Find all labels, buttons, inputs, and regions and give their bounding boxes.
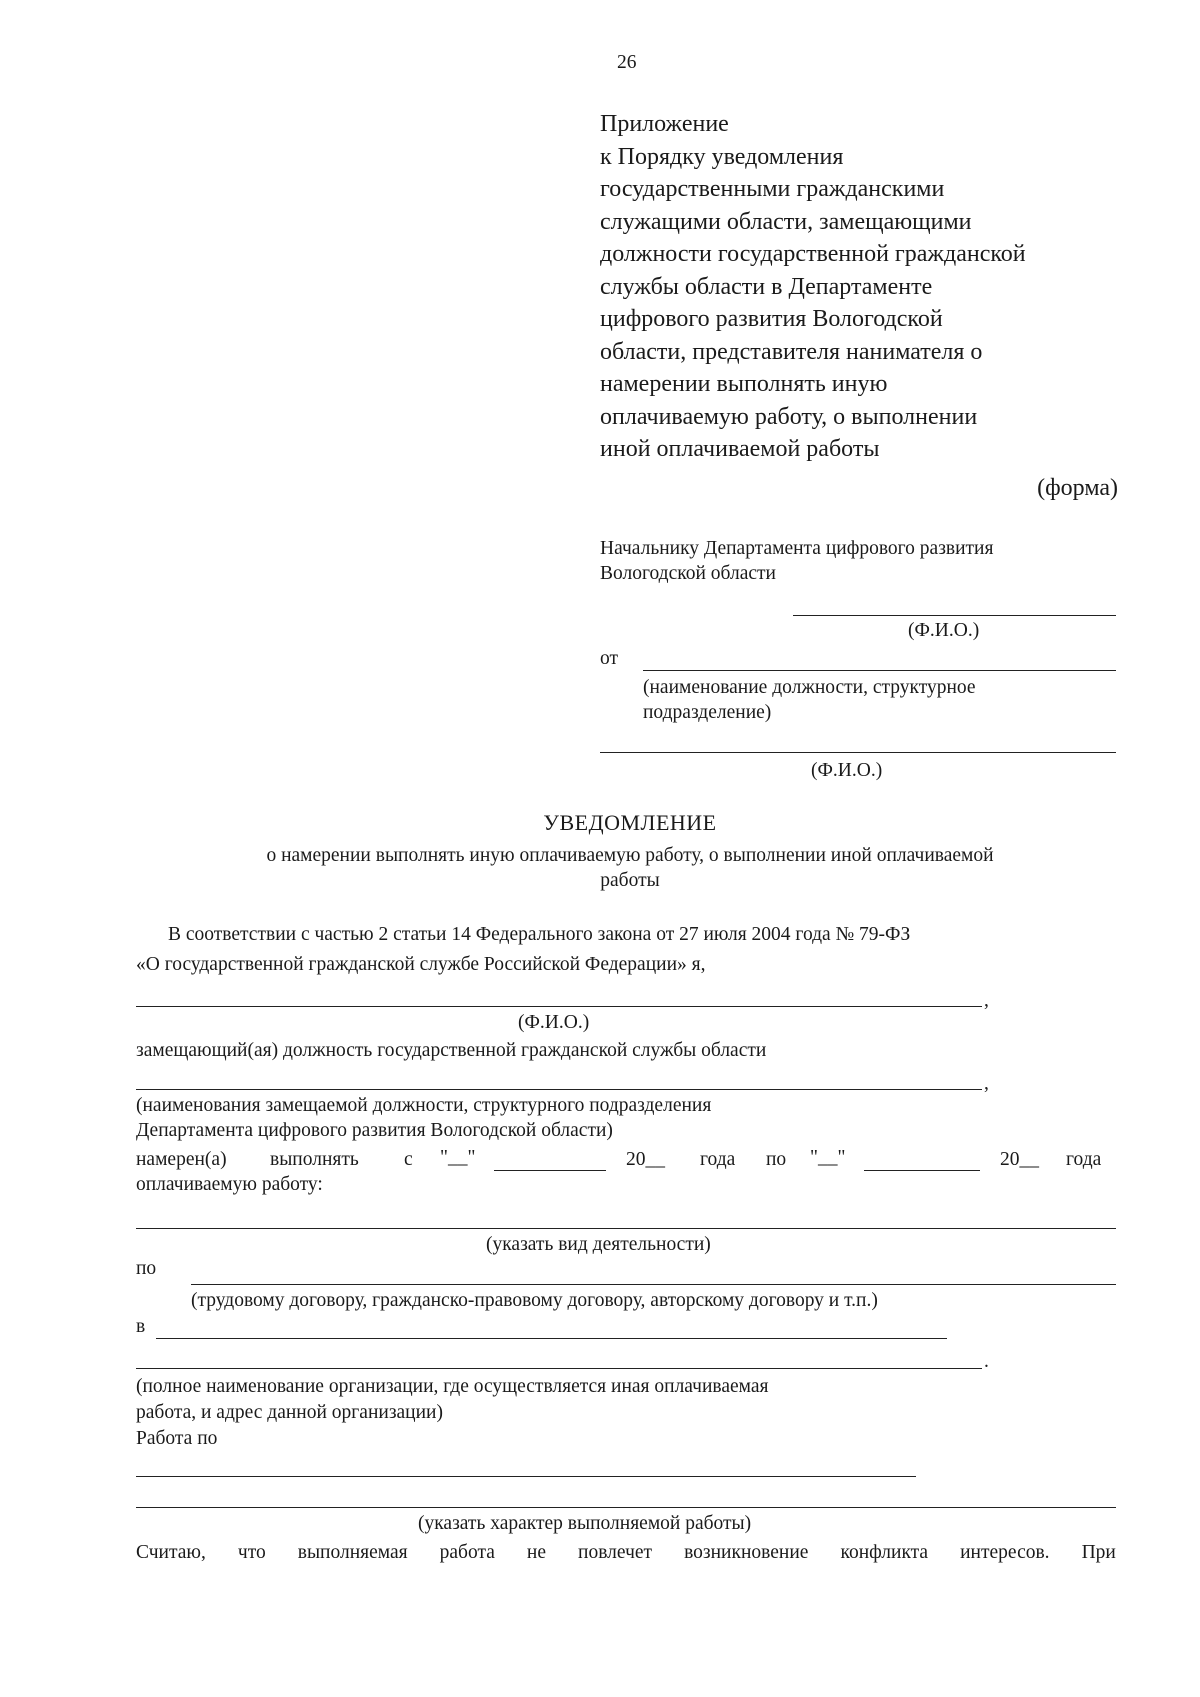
appendix-line: Приложение — [600, 111, 729, 137]
last-line — [136, 1542, 1116, 1564]
last-line-word: выполняемая — [297, 1542, 408, 1563]
document-subtitle: о намерении выполнять иную оплачиваемую работу, о выполнении иной оплачиваемой — [266, 845, 994, 866]
appendix-line: служащими области, замещающими — [600, 208, 972, 235]
fio-caption: (Ф.И.О.) — [908, 620, 980, 641]
appendix-line: службы области в Департаменте — [600, 273, 933, 300]
last-line-word: что — [237, 1542, 266, 1563]
position-caption: Департамента цифрового развития Вологодской области) — [136, 1120, 613, 1141]
last-line-word: интересов. — [960, 1542, 1050, 1563]
intend-word: намерен(а) — [136, 1149, 227, 1170]
appendix-line: области, представителя нанимателя о — [600, 338, 983, 365]
position-caption: подразделение) — [643, 702, 772, 723]
intend-word: выполнять — [270, 1149, 359, 1170]
last-line-word: При — [1081, 1542, 1116, 1563]
from-label: от — [600, 648, 619, 669]
last-line-word: возникновение — [684, 1542, 809, 1563]
organization-caption: работа, и адрес данной организации) — [136, 1402, 443, 1423]
po-label: по — [136, 1258, 157, 1279]
page-number: 26 — [617, 52, 637, 73]
date-quote: "__" — [440, 1147, 476, 1168]
position-caption: (наименования замещаемой должности, структурного подразделения — [136, 1095, 712, 1116]
replacing-position-line: замещающий(ая) должность государственной гражданской службы области — [136, 1040, 767, 1061]
work-po-label: Работа по — [136, 1428, 218, 1449]
addressee-line: Вологодской области — [600, 563, 776, 584]
organization-blank-line[interactable] — [156, 1338, 947, 1339]
appendix-line: должности государственной гражданской — [600, 241, 1026, 267]
appendix-line: иной оплачиваемой работы — [600, 436, 880, 462]
period: . — [984, 1351, 989, 1372]
intend-word: года — [700, 1149, 736, 1170]
date-quote: "__" — [810, 1147, 846, 1168]
document-subtitle: работы — [600, 870, 660, 891]
last-line-word: не — [526, 1542, 546, 1563]
position-blank-line[interactable] — [643, 670, 1116, 671]
fio-blank-line[interactable] — [600, 752, 1116, 753]
appendix-line: цифрового развития Вологодской — [600, 306, 943, 332]
comma: , — [984, 1073, 989, 1094]
appendix-line: намерении выполнять иную — [600, 371, 888, 397]
comma: , — [984, 990, 989, 1011]
date-month-blank[interactable] — [864, 1170, 980, 1171]
activity-blank-line[interactable] — [136, 1228, 1116, 1229]
body-paragraph-line: В соответствии с частью 2 статьи 14 Федерального закона от 27 июля 2004 года № 79-ФЗ — [168, 924, 911, 945]
document-title: УВЕДОМЛЕНИЕ — [543, 810, 717, 835]
addressee-line: Начальнику Департамента цифрового развития — [600, 538, 994, 559]
activity-caption: (указать вид деятельности) — [486, 1234, 711, 1255]
work-nature-caption: (указать характер выполняемой работы) — [418, 1513, 752, 1534]
fio-blank-line[interactable] — [793, 615, 1116, 616]
body-paragraph-line: «О государственной гражданской службе Российской Федерации» я, — [136, 954, 706, 975]
fio-caption: (Ф.И.О.) — [518, 1012, 590, 1033]
appendix-line: к Порядку уведомления — [600, 143, 844, 170]
intend-word: года — [1066, 1149, 1102, 1170]
last-line-word: Считаю, — [136, 1542, 206, 1563]
intend-word: с — [404, 1149, 413, 1170]
position-caption: (наименование должности, структурное — [643, 677, 976, 698]
organization-blank-line[interactable] — [136, 1368, 982, 1369]
appendix-line: оплачиваемую работу, о выполнении — [600, 403, 978, 430]
paid-work-label: оплачиваемую работу: — [136, 1174, 323, 1195]
work-nature-blank-line[interactable] — [136, 1476, 916, 1477]
fio-caption: (Ф.И.О.) — [811, 760, 883, 781]
position-blank-line[interactable] — [136, 1089, 982, 1090]
last-line-word: повлечет — [578, 1542, 653, 1563]
date-month-blank[interactable] — [494, 1170, 606, 1171]
last-line-word: конфликта — [840, 1542, 929, 1563]
fio-blank-line[interactable] — [136, 1006, 982, 1007]
v-label: в — [136, 1316, 146, 1337]
date-year: 20__ — [626, 1149, 665, 1170]
work-nature-blank-line[interactable] — [136, 1507, 1116, 1508]
contract-blank-line[interactable] — [191, 1284, 1116, 1285]
intend-word: по — [766, 1149, 787, 1170]
form-label: (форма) — [1037, 475, 1118, 501]
date-year: 20__ — [1000, 1149, 1039, 1170]
appendix-line: государственными гражданскими — [600, 176, 945, 202]
contract-caption: (трудовому договору, гражданско-правовому договору, авторскому договору и т.п.) — [191, 1290, 878, 1311]
last-line-word: работа — [439, 1542, 495, 1563]
organization-caption: (полное наименование организации, где осуществляется иная оплачиваемая — [136, 1376, 769, 1397]
